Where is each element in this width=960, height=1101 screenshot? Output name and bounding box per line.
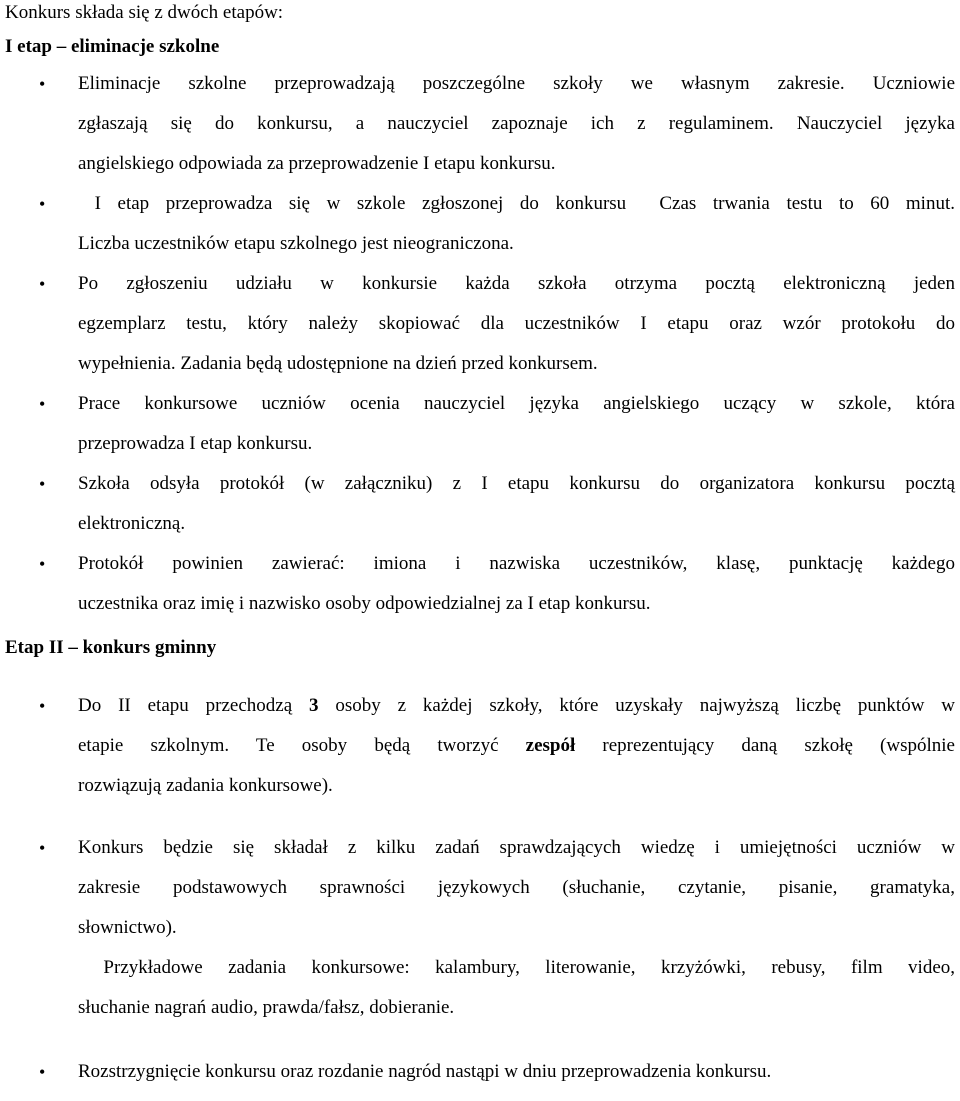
item-line: zgłaszają się do konkursu, a nauczyciel zapoznaje ich z regulaminem. Nauczyciel języka [78, 113, 955, 134]
list-item [5, 828, 955, 948]
item-line: Prace konkursowe uczniów ocenia nauczyciel języka angielskiego uczący w szkole, która [78, 393, 955, 414]
document [5, 0, 955, 1092]
item-line: Rozstrzygnięcie konkursu oraz rozdanie nagród nastąpi w dniu przeprowadzenia konkursu. [78, 1061, 772, 1082]
example-line: słuchanie nagrań audio, prawda/fałsz, dobieranie. [78, 997, 455, 1018]
list-item [5, 544, 955, 624]
bullet-icon: • [39, 74, 46, 94]
list-item [5, 1052, 955, 1092]
stage2-heading: Etap II – konkurs gminny [5, 637, 217, 658]
list-item [5, 64, 955, 184]
stage1-list [5, 64, 955, 624]
bullet-icon: • [39, 838, 46, 858]
bullet-icon: • [39, 194, 46, 214]
item-line: Po zgłoszeniu udziału w konkursie każda szkoła otrzyma pocztą elektroniczną jeden [78, 273, 955, 294]
item-line: uczestnika oraz imię i nazwisko osoby odpowiedzialnej za I etap konkursu. [78, 593, 651, 614]
stage1-heading: I etap – eliminacje szkolne [5, 36, 220, 57]
item-line: słownictwo). [78, 917, 177, 938]
bullet-icon: • [39, 274, 46, 294]
item-line: I etap przeprowadza się w szkole zgłoszonej do konkursu Czas trwania testu to 60 minut. [78, 193, 955, 214]
list-item [5, 686, 955, 806]
team-word: zespół [525, 735, 576, 756]
item-line: Do II etapu przechodzą 3 osoby z każdej szkoły, które uzyskały najwyższą liczbę punktów w [78, 695, 956, 716]
stage2-list-3 [5, 1052, 955, 1092]
example-line: Przykładowe zadania konkursowe: kalambury, literowanie, krzyżówki, rebusy, film video, [78, 957, 955, 978]
item-line: egzemplarz testu, który należy skopiować dla uczestników I etapu oraz wzór protokołu do [78, 313, 955, 334]
bullet-icon: • [39, 1062, 46, 1082]
qualifiers-count: 3 [309, 695, 319, 716]
item-line: Szkoła odsyła protokół (w załączniku) z I etapu konkursu do organizatora konkursu pocztą [78, 473, 955, 494]
bullet-icon: • [39, 554, 46, 574]
item-line: zakresie podstawowych sprawności językowych (słuchanie, czytanie, pisanie, gramatyka, [78, 877, 955, 898]
item-line: rozwiązują zadania konkursowe). [78, 775, 333, 796]
list-item [5, 184, 955, 264]
item-line: wypełnienia. Zadania będą udostępnione na dzień przed konkursem. [78, 353, 598, 374]
bullet-icon: • [39, 474, 46, 494]
list-item [5, 264, 955, 384]
item-line: angielskiego odpowiada za przeprowadzenie I etapu konkursu. [78, 153, 556, 174]
item-line: etapie szkolnym. Te osoby będą tworzyć zespół reprezentujący daną szkołę (wspólnie [78, 735, 955, 756]
example-tasks [5, 948, 955, 1028]
list-item [5, 464, 955, 544]
list-item [5, 384, 955, 464]
stage2-list-2 [5, 828, 955, 948]
stage2-list [5, 686, 955, 806]
item-line: Protokół powinien zawierać: imiona i nazwiska uczestników, klasę, punktację każdego [78, 553, 955, 574]
item-line: Eliminacje szkolne przeprowadzają poszczególne szkoły we własnym zakresie. Uczniowie [78, 73, 955, 94]
bullet-icon: • [39, 696, 46, 716]
item-line: Liczba uczestników etapu szkolnego jest nieograniczona. [78, 233, 514, 254]
item-line: przeprowadza I etap konkursu. [78, 433, 313, 454]
intro-text: Konkurs składa się z dwóch etapów: [5, 2, 284, 23]
item-line: elektroniczną. [78, 513, 186, 534]
bullet-icon: • [39, 394, 46, 414]
item-line: Konkurs będzie się składał z kilku zadań sprawdzających wiedzę i umiejętności uczniów w [78, 837, 955, 858]
